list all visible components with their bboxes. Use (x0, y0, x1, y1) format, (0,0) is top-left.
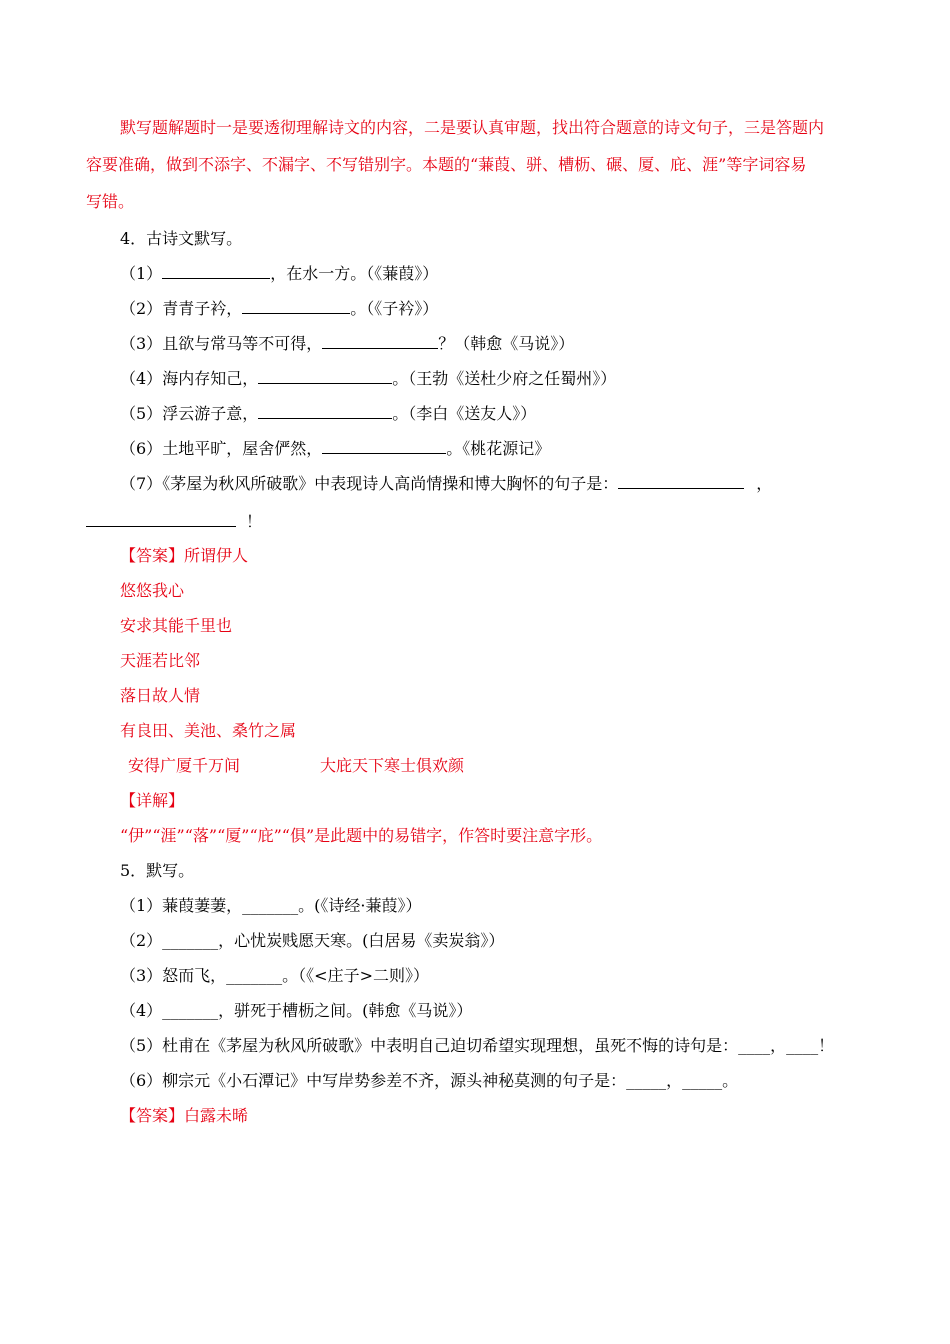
item-end: ！ (246, 512, 263, 531)
item-after: 。（王勃《送杜少府之任蜀州》） (392, 369, 617, 388)
item-before: 土地平旷，屋舍俨然， (162, 439, 323, 458)
q4-item-7 (120, 472, 772, 495)
note-line-3: 写错。 (86, 192, 135, 211)
q5-title: 5．默写。 (120, 861, 195, 880)
q4-item-1 (120, 262, 438, 285)
q4-answer-5: 落日故人情 (120, 686, 201, 705)
answer-text: 白露未晞 (184, 1106, 249, 1125)
item-before: 且欲与常马等不可得， (162, 334, 323, 353)
q4-answer-3: 安求其能千里也 (120, 616, 233, 635)
item-before: 海内存知己， (162, 369, 259, 388)
q5-item-6: （6）柳宗元《小石潭记》中写岸势参差不齐，源头神秘莫测的句子是：_____，_____。 (120, 1071, 739, 1090)
q4-item-2 (120, 297, 438, 320)
q4-item-5 (120, 402, 536, 425)
item-before: 浮云游子意， (162, 404, 259, 423)
answer-tag: 【答案】 (120, 1106, 185, 1125)
answer-blank[interactable] (322, 437, 446, 454)
item-before: 青青子衿， (162, 299, 243, 318)
q4-detail-tag: 【详解】 (120, 791, 185, 810)
q5-item-1: （1）蒹葭萋萋，_______。(《诗经·蒹葭》） (120, 896, 422, 915)
answer-blank[interactable] (86, 510, 236, 527)
answer-blank[interactable] (322, 332, 438, 349)
q4-item-4 (120, 367, 616, 390)
q4-item-6 (120, 437, 550, 460)
item-before: 《茅屋为秋风所破歌》中表现诗人高尚情操和博大胸怀的句子是： (162, 474, 619, 493)
item-number: （1） (120, 264, 163, 283)
q5-item-5: （5）杜甫在《茅屋为秋风所破歌》中表明自己迫切希望实现理想，虽死不悔的诗句是：____，____！ (120, 1036, 835, 1055)
q4-answer-1 (120, 545, 248, 567)
q4-item-7-continued (86, 510, 262, 533)
q4-answer-7a: 安得广厦千万间 (128, 756, 241, 775)
q4-answer-6: 有良田、美池、桑竹之属 (120, 721, 297, 740)
answer-blank[interactable] (258, 402, 392, 419)
note-line-1: 默写题解题时一是要透彻理解诗文的内容，二是要认真审题，找出符合题意的诗文句子，三是答题内 (120, 118, 825, 137)
item-number: （2） (120, 299, 163, 318)
q4-title: 4．古诗文默写。 (120, 229, 243, 248)
item-number: （7） (120, 474, 163, 493)
answer-blank[interactable] (258, 367, 392, 384)
answer-text: 所谓伊人 (184, 546, 249, 565)
item-number: （4） (120, 369, 163, 388)
q4-answer-2: 悠悠我心 (120, 581, 185, 600)
item-after: 。（李白《送友人》） (392, 404, 537, 423)
q5-item-3: （3）怒而飞，_______。（《<庄子>二则》） (120, 966, 429, 985)
answer-blank[interactable] (162, 262, 270, 279)
q5-item-4: （4）_______，骈死于槽枥之间。(韩愈《马说》） (120, 1001, 473, 1020)
q5-answer-1 (120, 1105, 248, 1127)
answer-blank[interactable] (242, 297, 350, 314)
q4-answer-7b: 大庇天下寒士俱欢颜 (320, 756, 465, 775)
q4-item-3 (120, 332, 574, 355)
q4-answer-4: 天涯若比邻 (120, 651, 201, 670)
item-after: ？（韩愈《马说》） (438, 334, 575, 353)
item-number: （5） (120, 404, 163, 423)
answer-tag: 【答案】 (120, 546, 185, 565)
note-line-2: 容要准确，做到不添字、不漏字、不写错别字。本题的“蒹葭、骈、槽枥、碾、厦、庇、涯”等字词容易 (86, 155, 807, 174)
item-number: （6） (120, 439, 163, 458)
q4-detail-text: “伊”“涯”“落”“厦”“庇”“俱”是此题中的易错字，作答时要注意字形。 (120, 826, 603, 845)
q5-item-2: （2）_______，心忧炭贱愿天寒。(白居易《卖炭翁》） (120, 931, 505, 950)
item-after: ，在水一方。（《蒹葭》） (270, 264, 439, 283)
item-after: 。《桃花源记》 (446, 439, 551, 458)
item-number: （3） (120, 334, 163, 353)
item-after: 。（《子衿》） (350, 299, 439, 318)
item-after: ， (756, 474, 773, 493)
answer-blank[interactable] (618, 472, 744, 489)
